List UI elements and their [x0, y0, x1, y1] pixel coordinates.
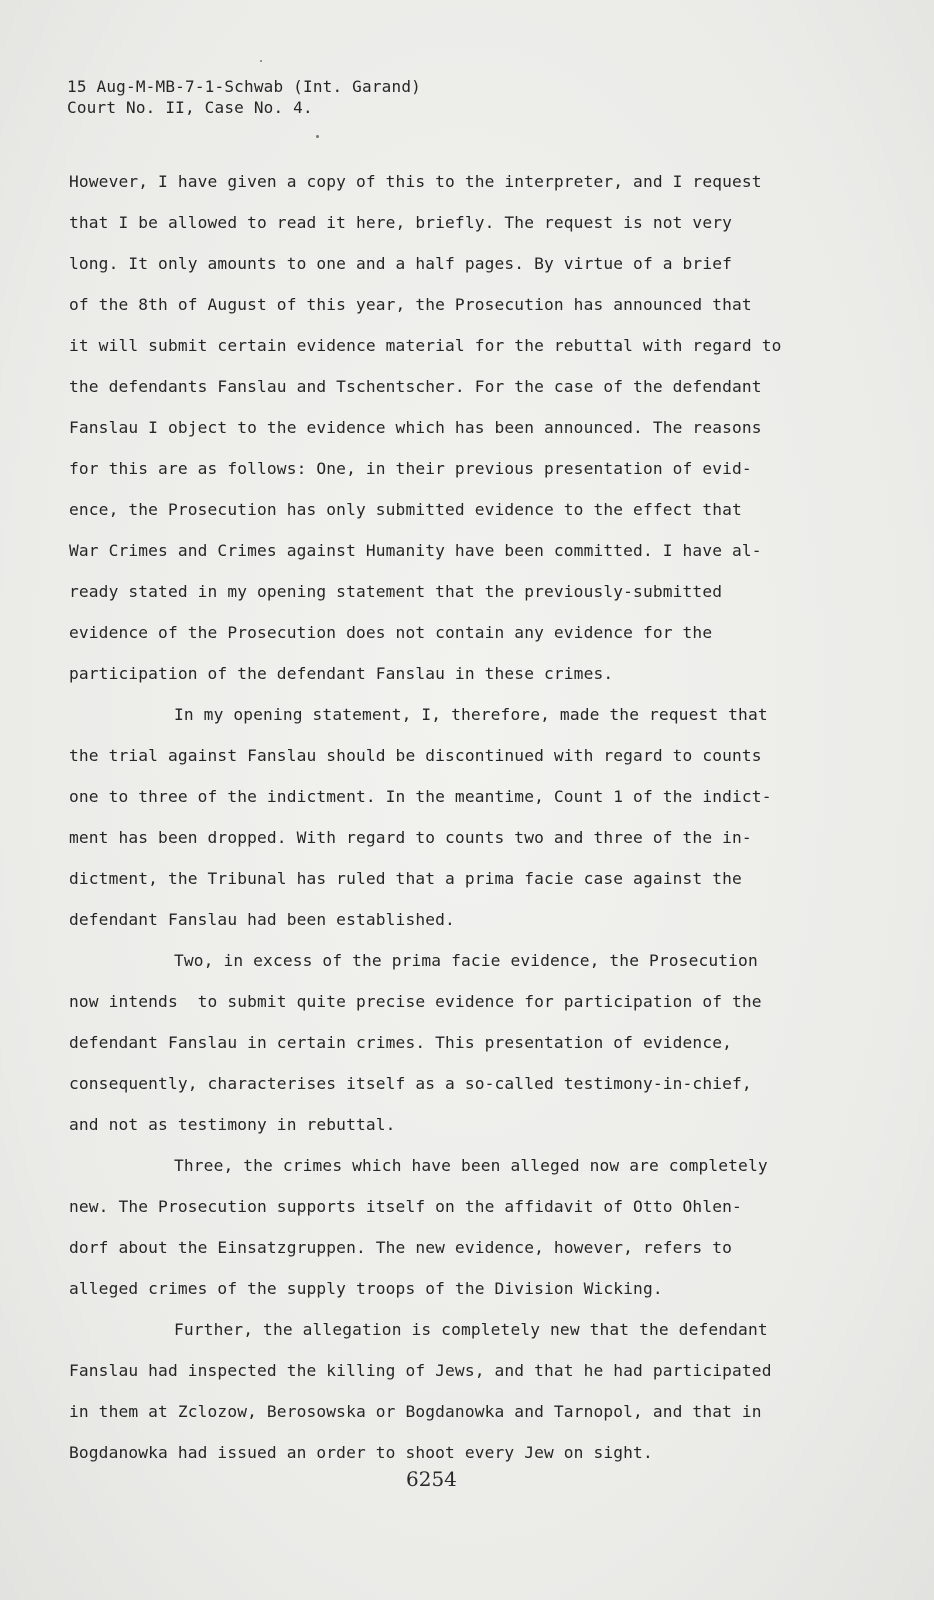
- text-line: ready stated in my opening statement that the previously-submitted: [69, 582, 723, 601]
- text-line: the defendants Fanslau and Tschentscher. For the case of the defendant: [69, 377, 762, 396]
- document-header: [67, 76, 421, 118]
- text-line: now intends to submit quite precise evidence for participation of the: [69, 992, 762, 1011]
- paragraph-start-line: Two, in excess of the prima facie evidence, the Prosecution: [174, 951, 758, 970]
- text-line: the trial against Fanslau should be discontinued with regard to counts: [69, 746, 762, 765]
- text-line: dictment, the Tribunal has ruled that a prima facie case against the: [69, 869, 742, 888]
- text-line: participation of the defendant Fanslau in these crimes.: [69, 664, 614, 683]
- text-line: However, I have given a copy of this to the interpreter, and I request: [69, 172, 762, 191]
- text-line: dorf about the Einsatzgruppen. The new evidence, however, refers to: [69, 1238, 733, 1257]
- text-line: alleged crimes of the supply troops of the Division Wicking.: [69, 1279, 663, 1298]
- page-number: 6254: [406, 1467, 457, 1491]
- text-line: Bogdanowka had issued an order to shoot every Jew on sight.: [69, 1443, 653, 1462]
- paper-speck: [316, 135, 319, 138]
- header-reference-line: 15 Aug-M-MB-7-1-Schwab (Int. Garand): [67, 77, 421, 96]
- text-line: in them at Zclozow, Berosowska or Bogdanowka and Tarnopol, and that in: [69, 1402, 762, 1421]
- text-line: new. The Prosecution supports itself on the affidavit of Otto Ohlen-: [69, 1197, 742, 1216]
- text-line: that I be allowed to read it here, briefly. The request is not very: [69, 213, 733, 232]
- body-text: [69, 172, 869, 1484]
- text-line: and not as testimony in rebuttal.: [69, 1115, 396, 1134]
- text-line: War Crimes and Crimes against Humanity have been committed. I have al-: [69, 541, 762, 560]
- paragraph-start-line: In my opening statement, I, therefore, made the request that: [174, 705, 768, 724]
- text-line: ment has been dropped. With regard to counts two and three of the in-: [69, 828, 752, 847]
- text-line: one to three of the indictment. In the meantime, Count 1 of the indict-: [69, 787, 772, 806]
- text-line: Fanslau had inspected the killing of Jews, and that he had participated: [69, 1361, 772, 1380]
- paper-speck: [260, 60, 262, 62]
- text-line: it will submit certain evidence material for the rebuttal with regard to: [69, 336, 782, 355]
- header-court-case-line: Court No. II, Case No. 4.: [67, 98, 313, 117]
- text-line: evidence of the Prosecution does not contain any evidence for the: [69, 623, 713, 642]
- text-line: for this are as follows: One, in their previous presentation of evid-: [69, 459, 752, 478]
- text-line: of the 8th of August of this year, the Prosecution has announced that: [69, 295, 752, 314]
- text-line: Fanslau I object to the evidence which has been announced. The reasons: [69, 418, 762, 437]
- text-line: defendant Fanslau had been established.: [69, 910, 455, 929]
- text-line: defendant Fanslau in certain crimes. This presentation of evidence,: [69, 1033, 733, 1052]
- text-line: ence, the Prosecution has only submitted evidence to the effect that: [69, 500, 742, 519]
- paragraph-start-line: Further, the allegation is completely new that the defendant: [174, 1320, 768, 1339]
- text-line: long. It only amounts to one and a half pages. By virtue of a brief: [69, 254, 733, 273]
- text-line: consequently, characterises itself as a so-called testimony-in-chief,: [69, 1074, 752, 1093]
- paragraph-start-line: Three, the crimes which have been alleged now are completely: [174, 1156, 768, 1175]
